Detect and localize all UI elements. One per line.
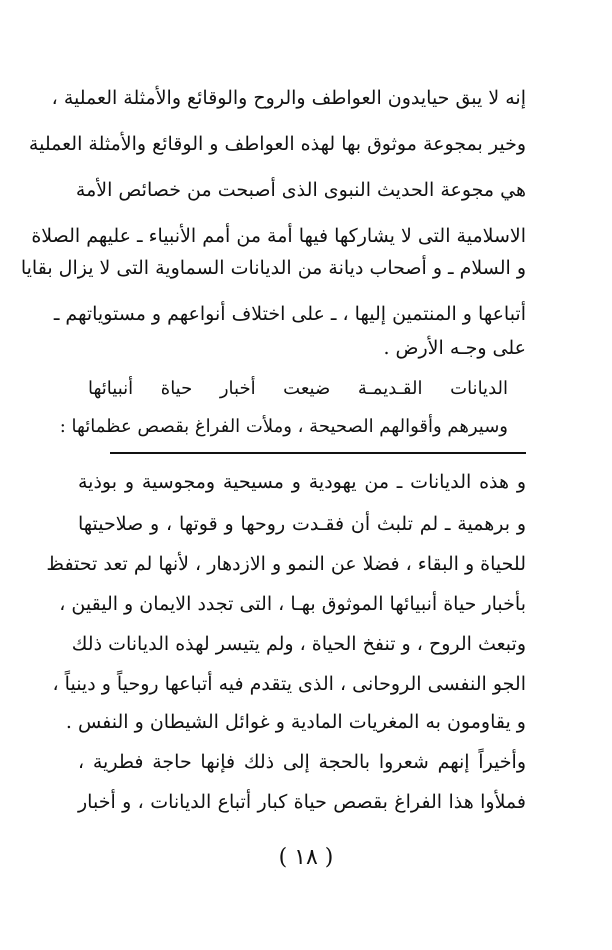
text-line: هي مجوعة الحديث النبوى الذى أصبحت من خصائص الأمة: [75, 179, 526, 201]
text-line: و يقاومون به المغريات المادية و غوائل الشيطان و النفس .: [65, 711, 526, 733]
text-line: الجو النفسى الروحانى ، الذى يتقدم فيه أتباعها روحياً و دينياً ،: [52, 673, 526, 695]
text-line: بأخبار حياة أنبيائها الموثوق بهـا ، التى تجدد الايمان و اليقين ،: [59, 593, 526, 615]
page-number: ( ١٨ ): [278, 845, 334, 870]
text-line: و هذه الديانات ـ من يهودية و مسيحية ومجوسية و بوذية: [78, 471, 526, 493]
text-line: وخير بمجوعة موثوق بها لهذه العواطف و الوقائع والأمثلة العملية: [28, 133, 526, 155]
text-line: وتبعث الروح ، و تنفخ الحياة ، ولم يتيسر لهذه الديانات ذلك: [71, 633, 526, 655]
text-line: وأخيراً إنهم شعروا بالحجة إلى ذلك فإنها حاجة فطرية ،: [78, 751, 526, 773]
text-line: فملأوا هذا الفراغ بقصص حياة كبار أتباع الديانات ، و أخبار: [78, 791, 526, 813]
text-line: على وجـه الأرض .: [383, 337, 526, 359]
text-line: أتباعها و المنتمين إليها ، ـ على اختلاف أنواعهم و مستوياتهم ـ: [53, 303, 526, 325]
text-line: و السلام ـ و أصحاب ديانة من الديانات السماوية التى لا يزال بقايا: [20, 257, 526, 279]
text-line: إنه لا يبق حيايدون العواطف والروح والوقائع والأمثلة العملية ،: [51, 87, 526, 109]
divider-rule: [110, 452, 526, 454]
text-line: للحياة و البقاء ، فضلا عن النمو و الازدهار ، لأنها لم تعد تحتفظ: [46, 553, 526, 575]
verse-line: الديانات القـديمـة ضيعت أخبار حياة أنبيائها: [88, 378, 508, 399]
verse-line: وسيرهم وأقوالهم الصحيحة ، وملأت الفراغ بقصص عظمائها :: [59, 416, 508, 437]
text-line: الاسلامية التى لا يشاركها فيها أمة من أمم الأنبياء ـ عليهم الصلاة: [31, 225, 526, 247]
text-line: و برهمية ـ لم تلبث أن فقـدت روحها و قوتها ، و صلاحيتها: [78, 513, 526, 535]
